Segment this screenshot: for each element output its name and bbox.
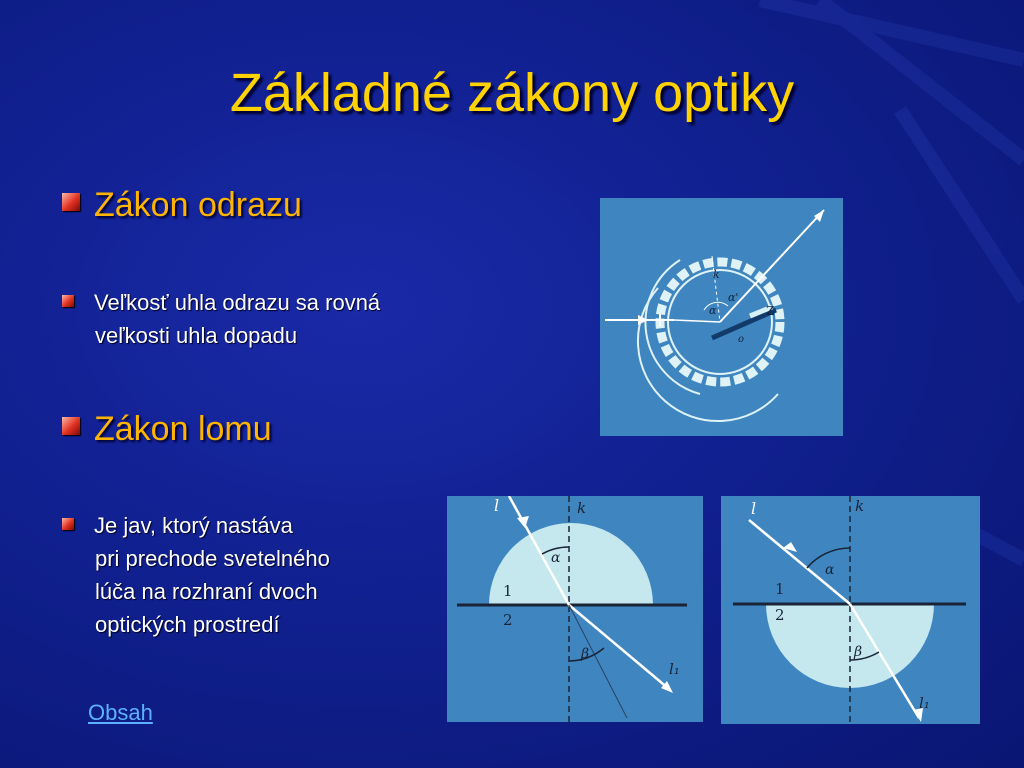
refraction-law-text xyxy=(62,509,330,641)
refraction-figure-b xyxy=(721,496,980,724)
angle-out-label: β xyxy=(854,644,863,660)
medium-2-label: 2 xyxy=(775,606,785,624)
center-label: o xyxy=(738,334,745,345)
reflection-figure xyxy=(600,198,843,436)
reflection-law-text xyxy=(62,286,380,352)
text-line: optických prostredí xyxy=(95,612,280,637)
heading-text: Zákon odrazu xyxy=(94,186,302,224)
angle-out-label: α' xyxy=(728,291,739,304)
slide-title: Základné zákony optiky xyxy=(229,63,795,123)
ray-out-label: l₁ xyxy=(669,660,680,678)
medium-2-label: 2 xyxy=(503,611,513,629)
heading-reflection-law xyxy=(62,186,302,225)
normal-label-k: k xyxy=(577,499,587,517)
text-line: Veľkosť uhla odrazu sa rovná xyxy=(94,290,381,315)
bullet-square-icon xyxy=(62,518,74,530)
normal-label-k: k xyxy=(855,497,865,515)
text-line: lúča na rozhraní dvoch xyxy=(95,579,318,604)
text-line: veľkosti uhla dopadu xyxy=(95,323,298,348)
angle-in-label: α xyxy=(825,562,835,578)
mirror-label: Z xyxy=(766,304,775,318)
bullet-square-icon xyxy=(62,417,80,435)
bullet-square-icon xyxy=(62,193,80,211)
contents-link[interactable]: Obsah xyxy=(88,700,153,725)
ray-out-label: l₁ xyxy=(919,694,930,712)
angle-in-label: α xyxy=(551,550,561,566)
text-line: pri prechode svetelného xyxy=(95,546,330,571)
angle-in-label: α xyxy=(709,304,717,317)
bullet-square-icon xyxy=(62,295,74,307)
angle-out-label: β xyxy=(581,646,590,662)
refraction-figure-a xyxy=(447,496,703,722)
normal-label-k: k xyxy=(713,268,720,281)
ray-in-label: l xyxy=(751,499,757,518)
text-line: Je jav, ktorý nastáva xyxy=(94,513,293,538)
ray-in-label: l xyxy=(494,496,500,515)
heading-refraction-law xyxy=(62,410,272,449)
heading-text: Zákon lomu xyxy=(94,410,272,448)
medium-1-label: 1 xyxy=(775,580,785,598)
medium-1-label: 1 xyxy=(503,582,513,600)
